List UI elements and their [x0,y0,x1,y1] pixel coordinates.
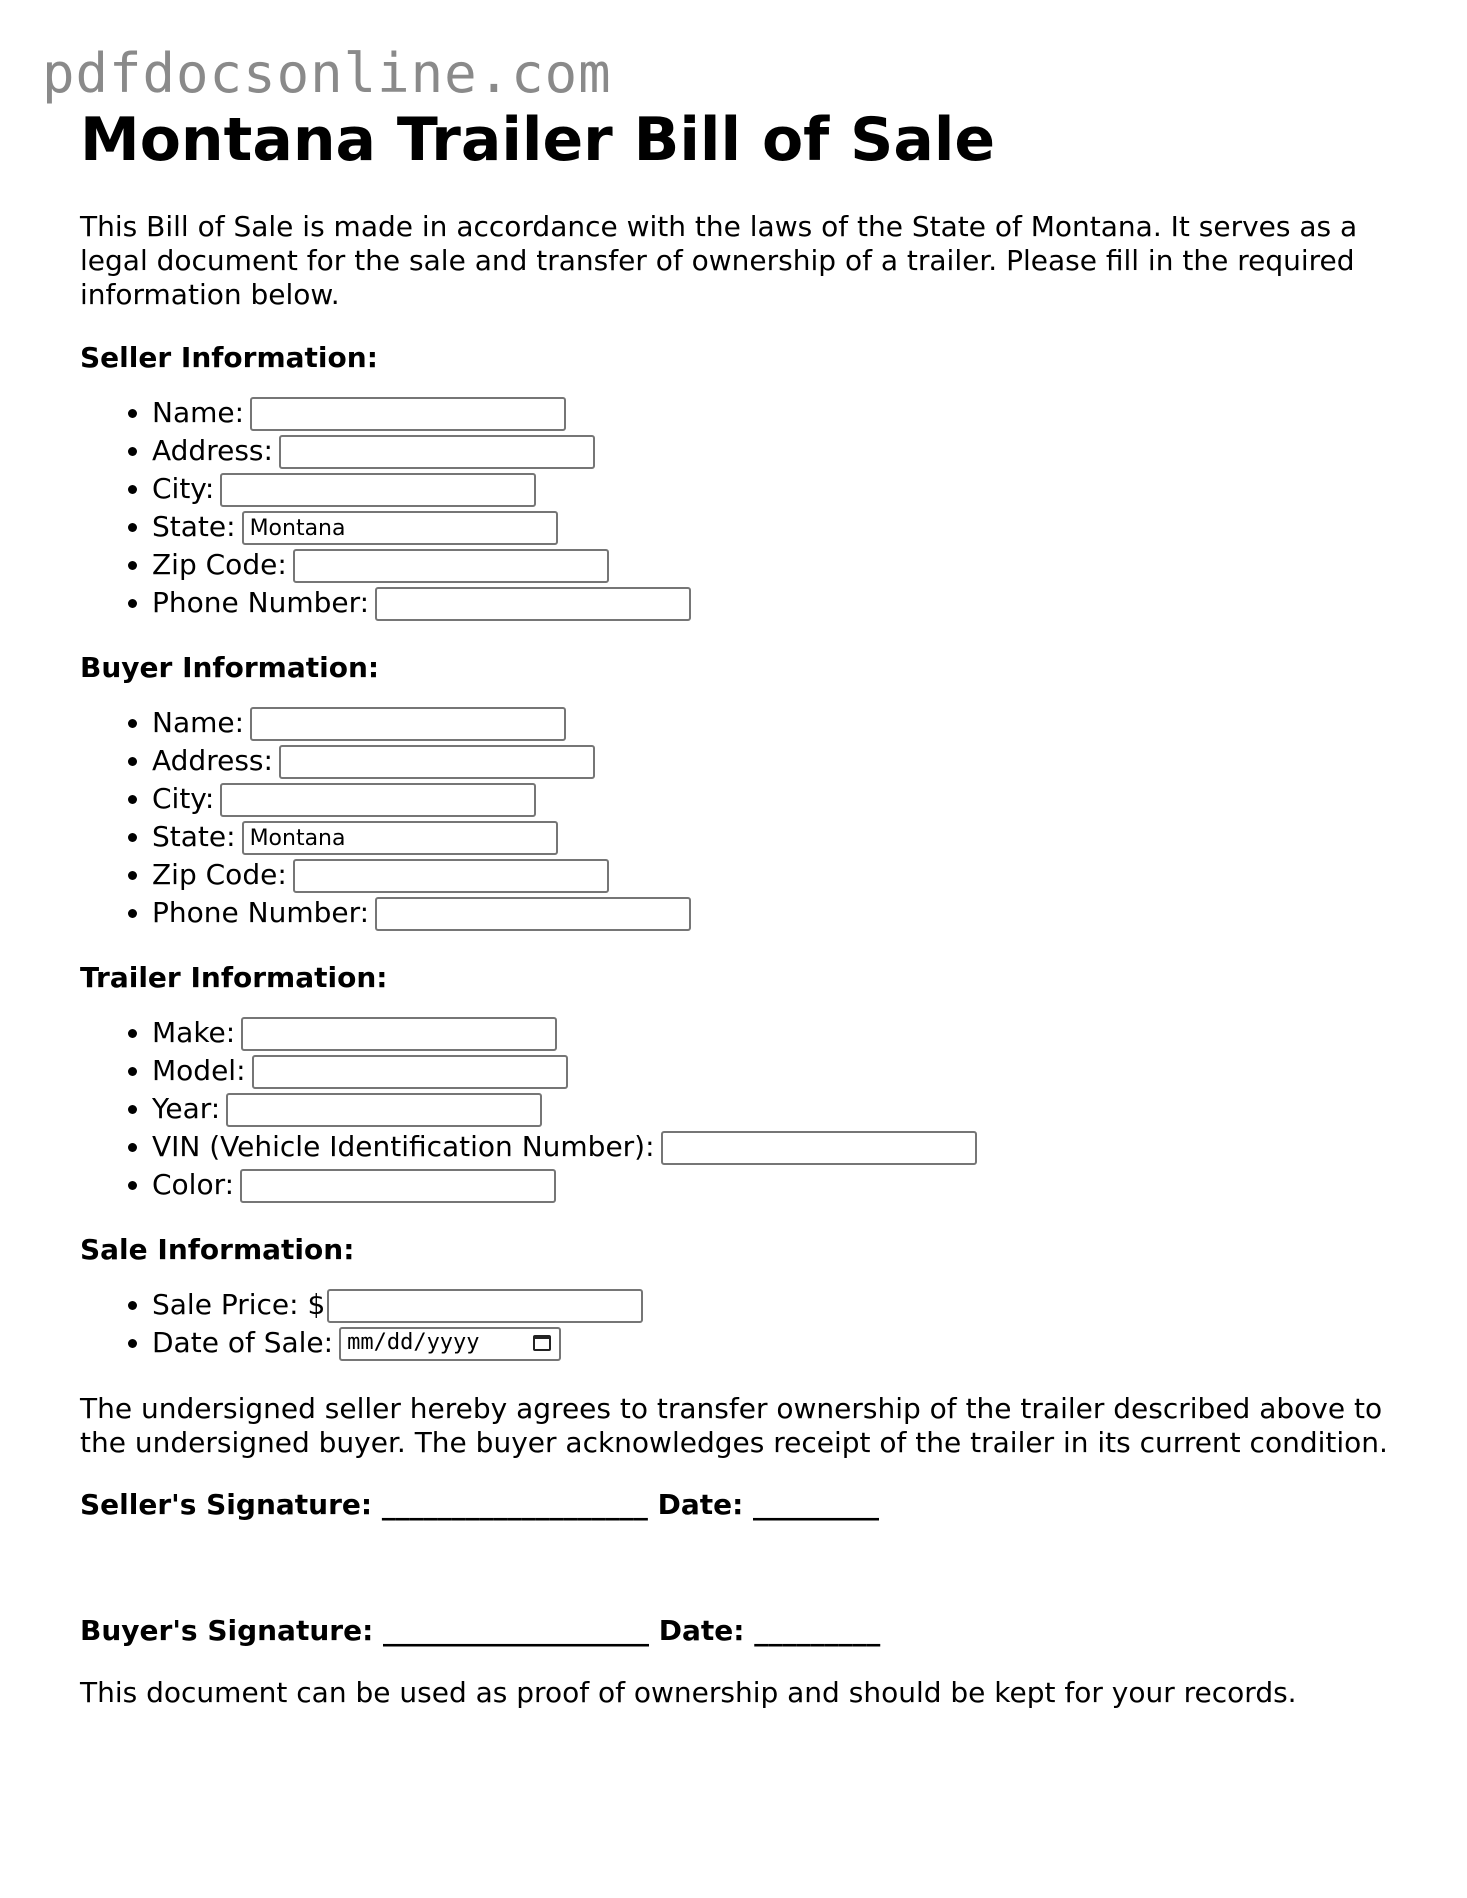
seller-zip-label: Zip Code: [152,548,287,581]
buyer-list [80,704,1400,932]
sale-list [80,1286,1400,1362]
trailer-year-input[interactable] [226,1093,542,1127]
list-item [152,584,1400,622]
seller-state-label: State: [152,510,236,543]
seller-phone-input[interactable] [375,587,691,621]
seller-list [80,394,1400,622]
buyer-phone-input[interactable] [375,897,691,931]
seller-name-label: Name: [152,396,245,429]
trailer-vin-input[interactable] [661,1131,977,1165]
seller-name-input[interactable] [250,397,566,431]
watermark: pdfdocsonline.com [42,42,612,105]
seller-city-label: City: [152,472,215,505]
list-item [152,546,1400,584]
calendar-icon[interactable] [533,1335,551,1351]
sale-heading: Sale Information: [80,1233,355,1266]
buyer-state-input[interactable] [242,821,558,855]
seller-signature-line: Seller's Signature: ___________________ Date: _________ [80,1488,880,1521]
buyer-name-input[interactable] [250,707,566,741]
sale-price-input[interactable] [327,1289,643,1323]
trailer-heading: Trailer Information: [80,961,388,994]
intro-paragraph: This Bill of Sale is made in accordance with the laws of the State of Montana. It serves as a legal document for the sale and transfer of ownership of a trailer. Please fill in the required information below. [80,210,1358,311]
buyer-city-label: City: [152,782,215,815]
trailer-model-input[interactable] [252,1055,568,1089]
sale-date-input[interactable] [339,1327,561,1361]
buyer-zip-label: Zip Code: [152,858,287,891]
date-placeholder: mm/dd/yyyy [347,1330,480,1355]
trailer-list [80,1014,1400,1204]
agreement-paragraph: The undersigned seller hereby agrees to transfer ownership of the trailer described above to the undersigned buyer. The buyer acknowledges receipt of the trailer in its current condition. [80,1392,1388,1459]
list-item [152,1052,1400,1090]
trailer-make-label: Make: [152,1016,236,1049]
trailer-year-label: Year: [152,1092,221,1125]
list-item [152,394,1400,432]
list-item [152,1014,1400,1052]
list-item [152,780,1400,818]
buyer-city-input[interactable] [220,783,536,817]
seller-city-input[interactable] [220,473,536,507]
trailer-color-input[interactable] [240,1169,556,1203]
seller-phone-label: Phone Number: [152,586,370,619]
buyer-signature-line: Buyer's Signature: ___________________ Date: _________ [80,1614,881,1647]
document [80,100,1400,1710]
list-item [152,508,1400,546]
buyer-phone-label: Phone Number: [152,896,370,929]
trailer-color-label: Color: [152,1168,235,1201]
seller-heading: Seller Information: [80,341,378,374]
buyer-state-label: State: [152,820,236,853]
trailer-vin-label: VIN (Vehicle Identification Number): [152,1130,655,1163]
list-item [152,1090,1400,1128]
list-item [152,1128,1400,1166]
list-item [152,1286,1400,1324]
list-item [152,704,1400,742]
seller-address-label: Address: [152,434,273,467]
trailer-model-label: Model: [152,1054,246,1087]
list-item [152,432,1400,470]
seller-zip-input[interactable] [293,549,609,583]
buyer-zip-input[interactable] [293,859,609,893]
buyer-heading: Buyer Information: [80,651,380,684]
seller-address-input[interactable] [279,435,595,469]
trailer-make-input[interactable] [241,1017,557,1051]
buyer-address-input[interactable] [279,745,595,779]
list-item [152,856,1400,894]
buyer-address-label: Address: [152,744,273,777]
list-item [152,1324,1400,1362]
list-item [152,742,1400,780]
sale-date-label: Date of Sale: [152,1326,334,1359]
list-item [152,470,1400,508]
list-item [152,1166,1400,1204]
seller-state-input[interactable] [242,511,558,545]
page-title: Montana Trailer Bill of Sale [80,105,996,175]
list-item [152,894,1400,932]
buyer-name-label: Name: [152,706,245,739]
footer-note: This document can be used as proof of ownership and should be kept for your records. [80,1676,1297,1709]
sale-price-label: Sale Price: $ [152,1288,326,1321]
list-item [152,818,1400,856]
